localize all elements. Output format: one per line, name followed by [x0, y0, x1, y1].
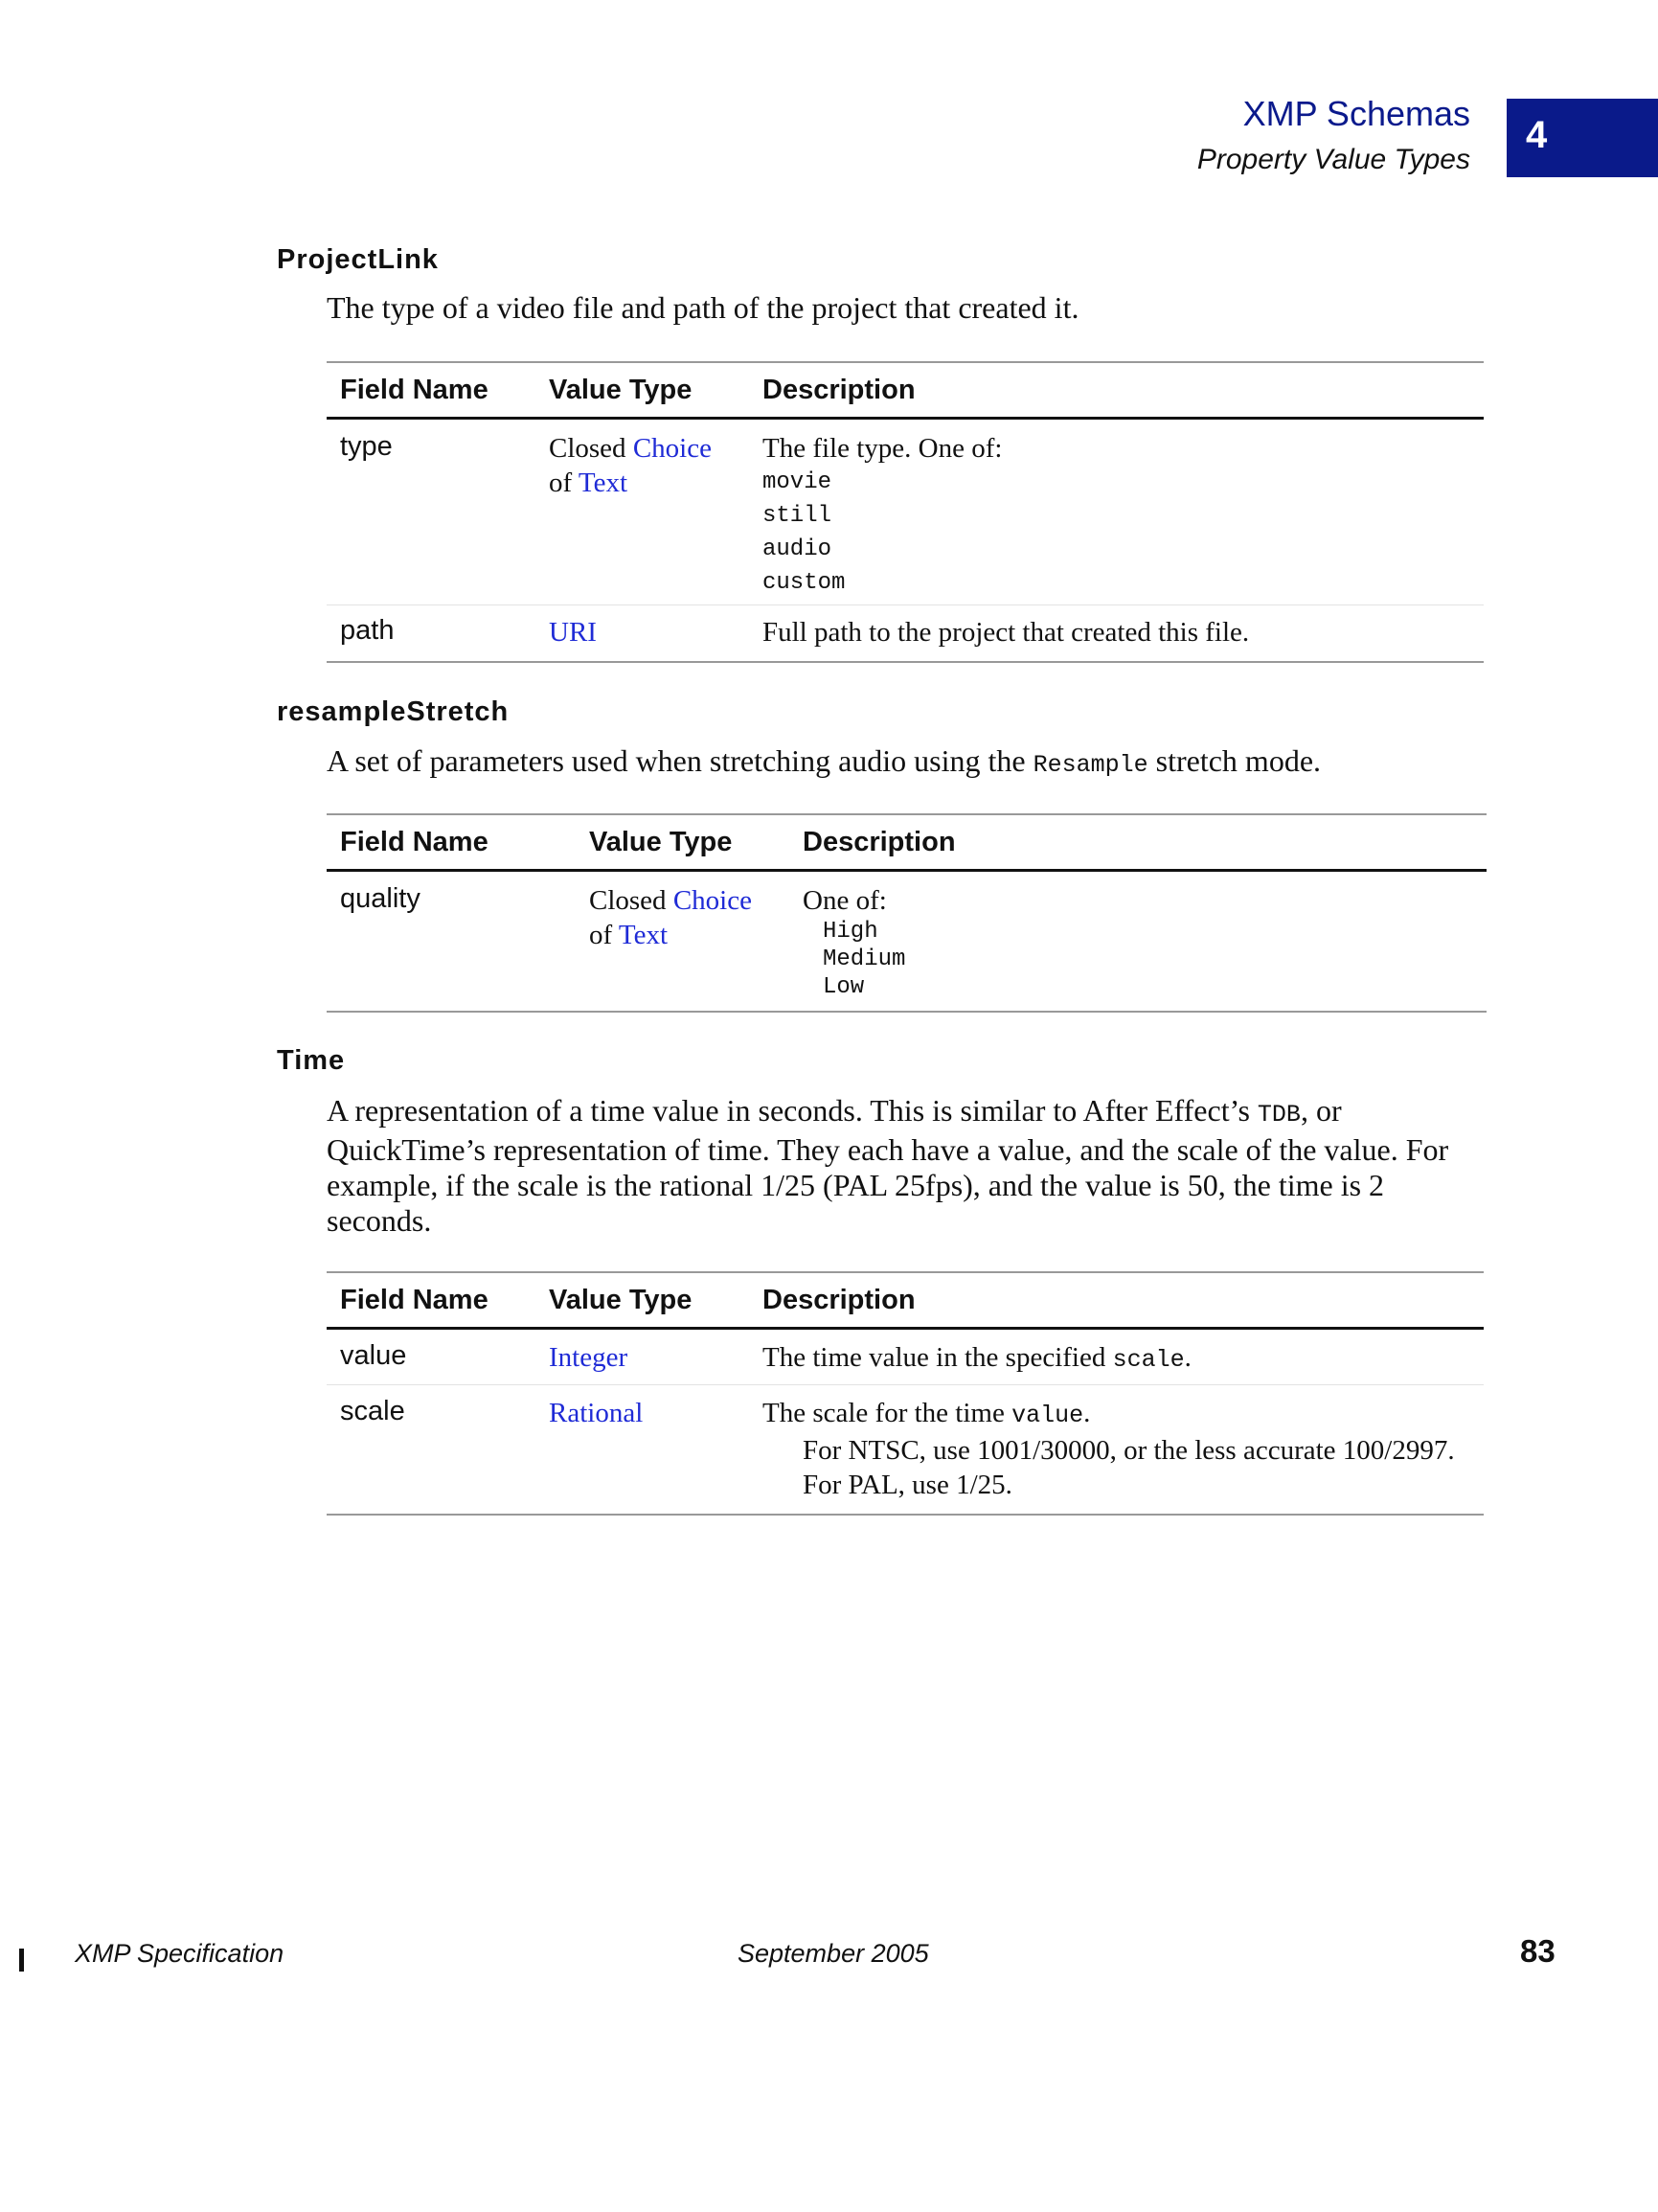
change-bar — [19, 1949, 24, 1972]
choice-item: Low — [823, 974, 865, 1000]
desc-code: scale — [1112, 1346, 1185, 1374]
col-header-description: Description — [803, 826, 956, 857]
description — [789, 883, 1487, 1011]
field-name: scale — [340, 1396, 405, 1426]
value-type — [535, 1396, 749, 1514]
desc-text-rest: QuickTime’s representation of time. They each have a value, and the scale of the value. For example, if the scale is the rational 1/25 (PAL 25fps), and the value is 50, the time is 2 seconds. — [327, 1132, 1449, 1238]
note-line: For NTSC, use 1001/30000, or the less accurate 100/2997. — [803, 1435, 1455, 1466]
value-type-prefix: Closed — [549, 433, 633, 464]
col-header-description: Description — [762, 1284, 916, 1315]
text-link[interactable]: Text — [578, 467, 628, 498]
desc-text-before: The scale for the time — [762, 1398, 1012, 1428]
value-type — [535, 615, 749, 661]
description-text: The file type. One of: — [762, 433, 1003, 464]
col-header-field-name: Field Name — [340, 826, 488, 857]
desc-text-after: stretch mode. — [1147, 743, 1322, 778]
field-name: type — [340, 431, 393, 462]
col-header-value-type: Value Type — [549, 1284, 693, 1315]
choice-item: High — [823, 919, 878, 945]
desc-text-before: A set of parameters used when stretching audio using the — [327, 743, 1033, 778]
choice-item: Medium — [823, 946, 906, 972]
choice-link[interactable]: Choice — [672, 885, 752, 916]
value-type — [535, 1340, 749, 1384]
table-row — [327, 1330, 1484, 1385]
description-text: One of: — [803, 885, 887, 916]
description — [749, 1396, 1484, 1514]
chapter-tab — [1507, 99, 1658, 177]
value-type-mid: of — [589, 920, 619, 950]
table-row — [327, 1385, 1484, 1514]
table-row — [327, 872, 1487, 1011]
rational-link[interactable]: Rational — [549, 1398, 644, 1428]
page-number: 83 — [1520, 1933, 1556, 1969]
desc-code: TDB — [1257, 1101, 1301, 1129]
choice-link[interactable]: Choice — [632, 433, 712, 464]
section-title-projectlink: ProjectLink — [277, 244, 439, 275]
running-header-title: XMP Schemas — [1242, 94, 1470, 133]
desc-text-after: . — [1184, 1342, 1192, 1373]
desc-text-before: The time value in the specified — [762, 1342, 1113, 1373]
footer-doc-title: XMP Specification — [75, 1939, 284, 1968]
choice-item: audio — [762, 536, 832, 562]
col-header-field-name: Field Name — [340, 374, 488, 405]
desc-text-before: A representation of a time value in seconds. This is similar to After Effect’s — [327, 1093, 1258, 1128]
col-header-description: Description — [762, 374, 916, 405]
table-row — [327, 420, 1484, 605]
desc-code: Resample — [1033, 751, 1148, 779]
desc-code: value — [1011, 1402, 1084, 1429]
description: Full path to the project that created this file. — [762, 617, 1250, 648]
table-header — [327, 1273, 1484, 1330]
field-name: quality — [340, 883, 420, 914]
desc-text-after: . — [1083, 1398, 1091, 1428]
chapter-number: 4 — [1526, 114, 1548, 156]
description — [749, 1340, 1484, 1384]
choice-item: still — [762, 503, 832, 529]
col-header-field-name: Field Name — [340, 1284, 488, 1315]
description — [749, 431, 1484, 604]
table-row — [327, 605, 1484, 661]
note-line: For PAL, use 1/25. — [803, 1470, 1012, 1500]
resamplestretch-table — [327, 813, 1487, 1013]
section-title-time: Time — [277, 1045, 346, 1076]
value-type — [535, 431, 749, 604]
choice-item: custom — [762, 570, 846, 596]
section-desc-projectlink: The type of a video file and path of the project that created it. — [327, 290, 1079, 325]
desc-text-after: , or — [1300, 1093, 1342, 1128]
choice-item: movie — [762, 469, 832, 495]
text-link[interactable]: Text — [618, 920, 669, 950]
section-desc-time — [327, 1093, 1466, 1239]
footer-date: September 2005 — [738, 1939, 929, 1968]
table-header — [327, 363, 1484, 420]
running-header-subtitle: Property Value Types — [1196, 144, 1470, 175]
col-header-value-type: Value Type — [549, 374, 693, 405]
table-header — [327, 815, 1487, 872]
field-name: value — [340, 1340, 407, 1371]
section-desc-resamplestretch — [327, 743, 1476, 783]
integer-link[interactable]: Integer — [549, 1342, 628, 1373]
time-table — [327, 1271, 1484, 1516]
projectlink-table — [327, 361, 1484, 663]
value-type — [576, 883, 789, 1011]
col-header-value-type: Value Type — [589, 826, 733, 857]
value-type-mid: of — [549, 467, 579, 498]
value-type-prefix: Closed — [589, 885, 673, 916]
section-title-resamplestretch: resampleStretch — [277, 696, 510, 727]
uri-link[interactable]: URI — [549, 617, 597, 648]
field-name: path — [340, 615, 395, 646]
